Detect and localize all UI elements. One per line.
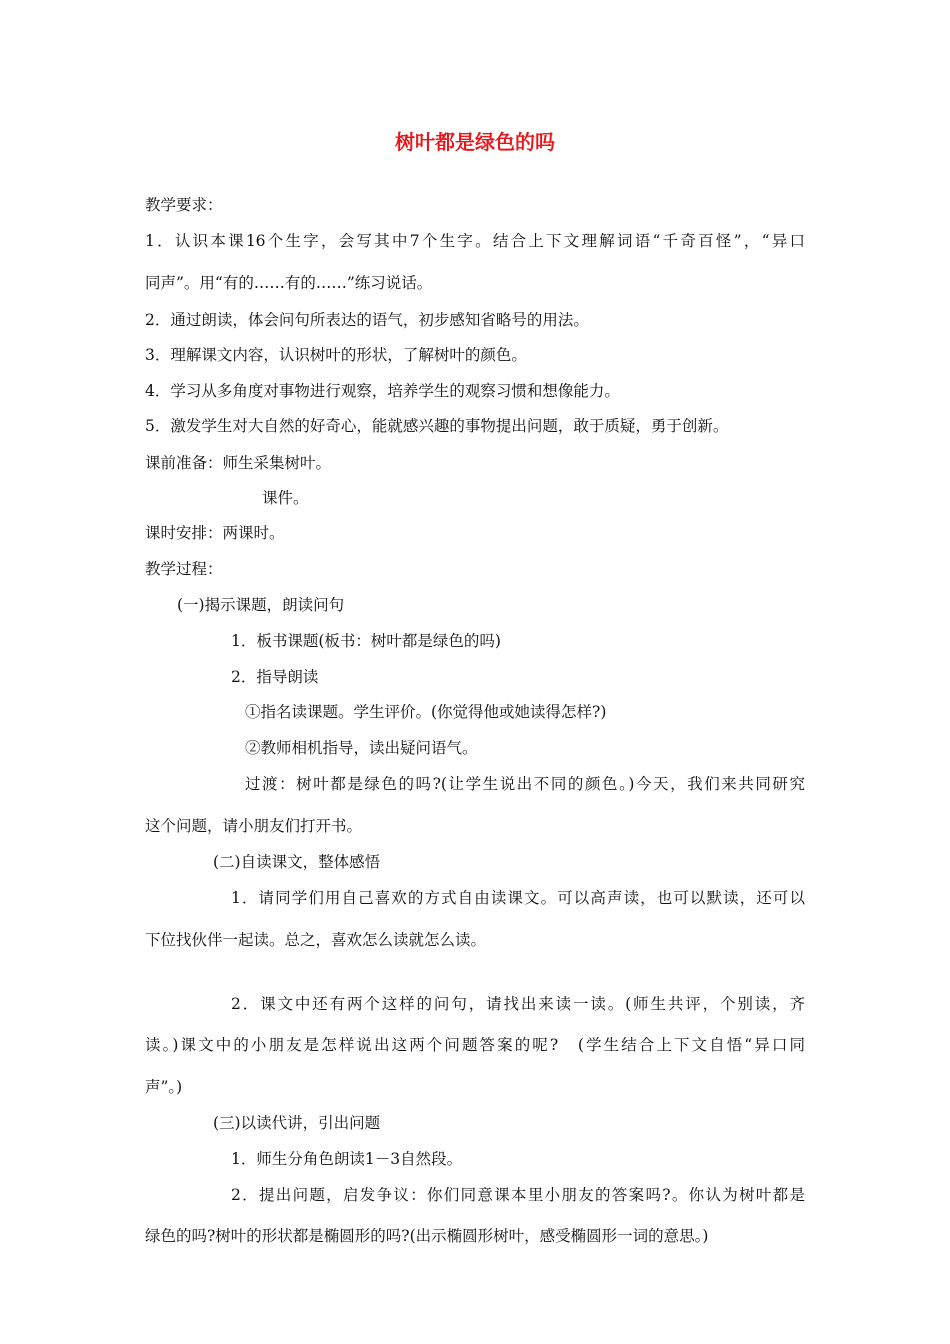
- text-line: 课时安排：两课时。: [145, 524, 285, 542]
- text-line: 绿色的吗?树叶的形状都是椭圆形的吗?(出示椭圆形树叶，感受椭圆形一词的意思。): [145, 1227, 709, 1245]
- text-line: 过渡：树叶都是绿色的吗?(让学生说出不同的颜色。)今天，我们来共同研究: [245, 775, 805, 793]
- text-line: 2．通过朗读，体会问句所表达的语气，初步感知省略号的用法。: [145, 311, 589, 329]
- text-line: ①指名读课题。学生评价。(你觉得他或她读得怎样?): [245, 703, 607, 721]
- text-line: 3．理解课文内容，认识树叶的形状，了解树叶的颜色。: [145, 346, 527, 364]
- text-line: 1．板书课题(板书：树叶都是绿色的吗): [231, 632, 501, 650]
- text-line: 下位找伙伴一起读。总之，喜欢怎么读就怎么读。: [145, 931, 487, 949]
- text-line: 2．指导朗读: [231, 668, 319, 686]
- page-title: 树叶都是绿色的吗: [395, 130, 555, 154]
- text-line: 1．师生分角色朗读1－3自然段。: [231, 1150, 463, 1168]
- text-line: 教学要求：: [145, 196, 223, 214]
- text-line: 1．认识本课16个生字，会写其中7个生字。结合上下文理解词语“千奇百怪”，“异口: [145, 232, 805, 250]
- text-line: ②教师相机指导，读出疑问语气。: [245, 739, 478, 757]
- text-line: 教学过程：: [145, 560, 223, 578]
- section-heading: (三)以读代讲，引出问题: [213, 1114, 381, 1132]
- text-line: 课前准备：师生采集树叶。: [145, 454, 332, 472]
- text-line: 这个问题，请小朋友们打开书。: [145, 817, 363, 835]
- text-line: 2．提出问题，启发争议：你们同意课本里小朋友的答案吗?。你认为树叶都是: [231, 1186, 805, 1204]
- text-line: 同声”。用“有的……有的……”练习说话。: [145, 274, 433, 292]
- text-line: 5．激发学生对大自然的好奇心，能就感兴趣的事物提出问题，敢于质疑，勇于创新。: [145, 417, 729, 435]
- text-line: 1．请同学们用自己喜欢的方式自由读课文。可以高声读，也可以默读，还可以: [231, 889, 805, 907]
- text-line: 声”。): [145, 1078, 183, 1096]
- text-line: 4．学习从多角度对事物进行观察，培养学生的观察习惯和想像能力。: [145, 382, 620, 400]
- text-line: 读。)课文中的小朋友是怎样说出这两个问题答案的呢? (学生结合上下文自悟“异口同: [145, 1036, 805, 1054]
- text-line: 2．课文中还有两个这样的问句，请找出来读一读。(师生共评，个别读，齐: [231, 995, 805, 1013]
- section-heading: (一)揭示课题，朗读问句: [177, 596, 345, 614]
- section-heading: (二)自读课文，整体感悟: [213, 853, 381, 871]
- text-line: 课件。: [262, 489, 309, 507]
